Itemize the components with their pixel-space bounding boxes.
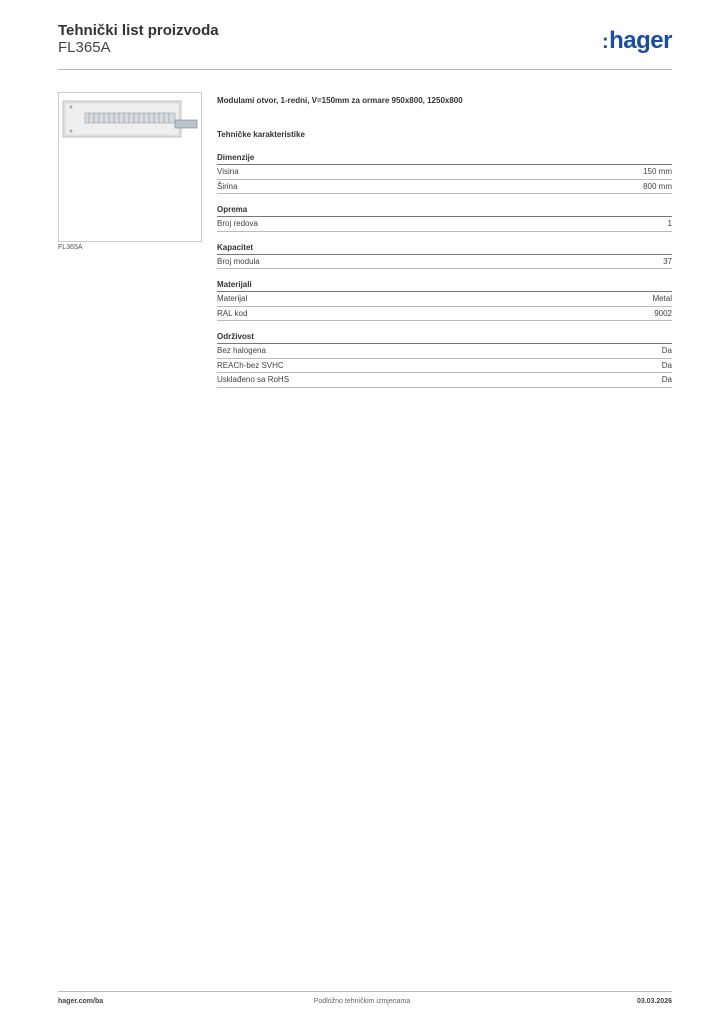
spec-group-materijali xyxy=(217,280,672,321)
spec-row xyxy=(217,180,672,195)
spec-group-dimenzije xyxy=(217,153,672,194)
image-caption: FL365A xyxy=(58,244,83,251)
spec-value: Da xyxy=(661,360,672,370)
group-title: Oprema xyxy=(217,205,672,217)
page-title: Tehnički list proizvoda xyxy=(58,22,219,39)
spec-row xyxy=(217,344,672,359)
logo-dots-icon: : xyxy=(601,31,609,53)
product-image xyxy=(58,92,202,242)
logo-text: hager xyxy=(609,27,672,54)
spec-value: 1 xyxy=(667,219,672,228)
spec-label: Bez halogena xyxy=(217,346,266,355)
module-panel-illustration xyxy=(59,93,201,241)
spec-row xyxy=(217,292,672,307)
spec-row xyxy=(217,217,672,232)
spec-label: Broj modula xyxy=(217,256,260,266)
footer-website-link[interactable]: hager.com/ba xyxy=(58,998,104,1005)
spec-label: Materijal xyxy=(217,294,248,303)
footer-disclaimer: Podložno tehničkim izmjenama xyxy=(313,998,411,1005)
footer-date: 03.03.2026 xyxy=(636,998,672,1005)
spec-row xyxy=(217,359,672,374)
brand-logo xyxy=(602,27,672,55)
spec-label: RAL kod xyxy=(217,308,248,318)
product-code: FL365A xyxy=(58,39,111,56)
group-title: Kapacitet xyxy=(217,243,672,255)
spec-value: Da xyxy=(661,346,672,355)
spec-value: 150 mm xyxy=(643,167,672,176)
spec-content xyxy=(217,96,672,399)
spec-label: REACh-bez SVHC xyxy=(217,360,284,370)
spec-value: 37 xyxy=(663,256,672,266)
spec-group-kapacitet xyxy=(217,243,672,270)
spec-row xyxy=(217,373,672,388)
spec-row xyxy=(217,255,672,270)
spec-label: Usklađeno sa RoHS xyxy=(217,375,290,384)
spec-group-odrzivost xyxy=(217,332,672,388)
group-title: Dimenzije xyxy=(217,153,672,165)
header-divider xyxy=(58,69,672,70)
spec-row xyxy=(217,307,672,322)
spec-value: 9002 xyxy=(654,308,672,318)
product-description: Modulami otvor, 1-redni, V=150mm za ormare 950x800, 1250x800 xyxy=(217,96,463,105)
group-title: Materijali xyxy=(217,280,672,292)
spec-label: Visina xyxy=(217,167,239,176)
spec-group-oprema xyxy=(217,205,672,232)
spec-label: Širina xyxy=(217,181,238,191)
spec-value: Da xyxy=(661,375,672,384)
spec-value: 800 mm xyxy=(643,181,672,191)
spec-row xyxy=(217,165,672,180)
spec-label: Broj redova xyxy=(217,219,258,228)
spec-value: Metal xyxy=(652,294,672,303)
footer-divider xyxy=(58,991,672,992)
group-title: Održivost xyxy=(217,332,672,344)
tech-heading: Tehničke karakteristike xyxy=(217,130,305,139)
